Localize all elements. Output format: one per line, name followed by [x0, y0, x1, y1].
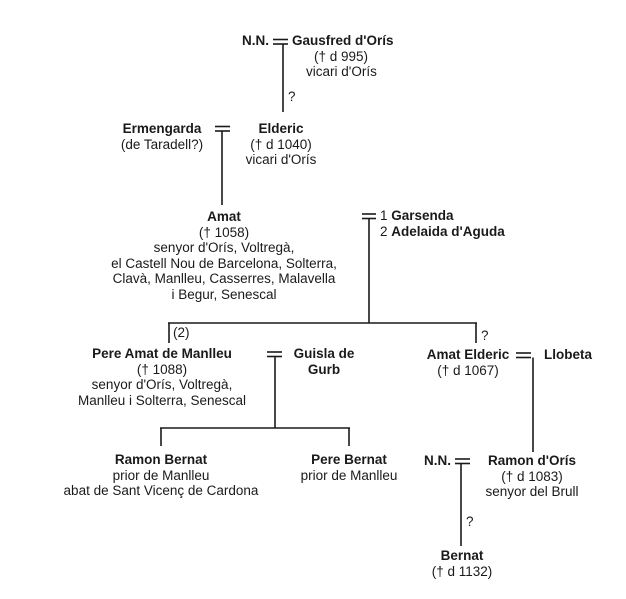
amat-death: († 1058)	[198, 224, 250, 240]
amat-elderic-death: († d 1067)	[437, 362, 499, 378]
guisla-name-line-2: Gurb	[307, 361, 341, 377]
pere-amat-desc-line-2: Manlleu i Solterra, Senescal	[77, 392, 247, 408]
amat-desc-line-2: el Castell Nou de Barcelona, Solterra,	[111, 255, 337, 271]
ramon-bernat-name: Ramon Bernat	[114, 452, 208, 467]
pere-bernat-name: Pere Bernat	[311, 452, 387, 467]
ermengarda-name: Ermengarda	[122, 121, 202, 136]
amat-elderic-block	[420, 347, 516, 378]
pere-amat-desc-line-1: senyor d'Orís, Voltregà,	[91, 377, 233, 392]
guisla-name-line-1: Guisla de	[293, 346, 355, 361]
adelaida-name: Adelaida d'Aguda	[391, 223, 505, 239]
spouse-number-2: 2	[380, 223, 388, 239]
nn-wife-label: N.N.	[424, 453, 451, 468]
ramon-oris-block	[476, 453, 588, 500]
garsenda-name: Garsenda	[391, 208, 454, 223]
elderic-title: vicari d'Orís	[245, 152, 317, 167]
pere-bernat-title: prior de Manlleu	[300, 467, 398, 483]
amat-name: Amat	[207, 209, 241, 224]
pere-amat-name: Pere Amat de Manlleu	[92, 346, 232, 361]
pere-amat-block	[62, 346, 262, 408]
amat-desc-line-1: senyor d'Orís, Voltregà,	[153, 240, 295, 255]
amat-desc-line-4: i Begur, Senescal	[171, 286, 277, 302]
elderic-name: Elderic	[258, 121, 304, 136]
bernat-death: († d 1132)	[431, 563, 493, 579]
amat-block	[78, 209, 370, 302]
pere-amat-death: († 1088)	[136, 361, 188, 377]
bernat-name: Bernat	[440, 548, 484, 563]
gausfred-name: Gausfred d'Orís	[292, 33, 394, 48]
guisla-block	[288, 346, 360, 377]
ramon-oris-death: († d 1083)	[501, 468, 563, 484]
gausfred-death: († d 995)	[314, 48, 369, 64]
nn-person-label: N.N.	[242, 33, 269, 48]
pere-bernat-block	[286, 452, 412, 483]
ramon-bernat-block	[32, 452, 290, 499]
ramon-oris-name: Ramon d'Orís	[488, 453, 576, 468]
gausfred-title: vicari d'Orís	[306, 64, 377, 79]
amat-desc-line-3: Clavà, Manlleu, Casserres, Malavella	[112, 271, 336, 286]
elderic-block	[236, 121, 326, 168]
second-marriage-mark: (2)	[173, 325, 190, 340]
ermengarda-origin: (de Taradell?)	[120, 136, 204, 152]
ramon-oris-title: senyor del Brull	[485, 484, 579, 499]
uncertain-child-mark: ?	[481, 328, 489, 343]
gausfred-block	[292, 33, 394, 80]
ramon-bernat-title-1: prior de Manlleu	[112, 467, 210, 483]
ramon-bernat-title-2: abat de Sant Vicenç de Cardona	[63, 483, 259, 498]
llobeta-name: Llobeta	[544, 347, 593, 362]
amat-elderic-name: Amat Elderic	[426, 347, 510, 362]
uncertain-descent-mark: ?	[288, 89, 296, 104]
spouse-number-1: 1	[380, 208, 388, 223]
uncertain-descent-mark-bernat: ?	[466, 514, 474, 529]
amat-spouses-block	[380, 208, 505, 239]
elderic-death: († d 1040)	[250, 136, 312, 152]
ermengarda-block	[116, 121, 208, 152]
bernat-block	[414, 548, 510, 579]
